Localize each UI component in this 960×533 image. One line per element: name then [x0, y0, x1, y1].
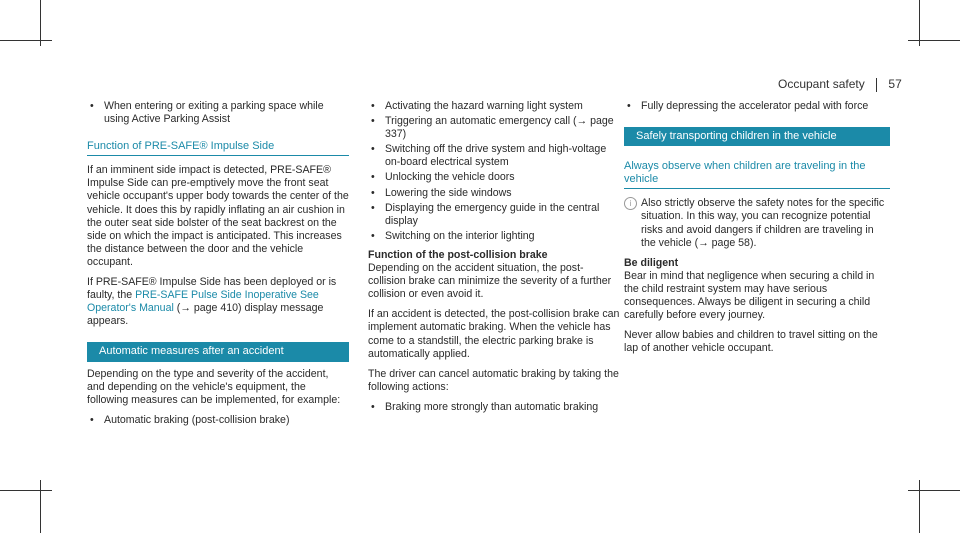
column-2	[368, 100, 620, 420]
crop-mark	[0, 40, 52, 41]
section-bar-heading: Safely transporting children in the vehicle	[624, 127, 890, 146]
list-item: • Lowering the side windows	[368, 187, 620, 200]
action-list	[368, 100, 620, 243]
section-bar-heading: Automatic measures after an accident	[87, 342, 349, 361]
section-title: Occupant safety	[778, 77, 865, 91]
paragraph: If an accident is detected, the post-collision brake can implement automatic braking. When the vehicle has come to a standstill, the electric parking brake is automatically applied.	[368, 308, 620, 360]
crop-mark	[0, 490, 52, 491]
list-item: • Triggering an automatic emergency call (→ page 337)	[368, 115, 620, 141]
crop-mark	[919, 480, 920, 533]
info-note: i Also strictly observe the safety notes for the specific situation. In this way, you can recognize potential risks and avoid dangers if children are traveling in the vehicle (→ page 58).	[624, 197, 890, 249]
section-heading: Function of PRE-SAFE® Impulse Side	[87, 140, 349, 156]
subheading: Be diligent	[624, 256, 679, 269]
list-item: • Switching on the interior lighting	[368, 230, 620, 243]
paragraph: Depending on the accident situation, the post-collision brake can minimize the severity of a further collision or even avoid it.	[368, 262, 612, 301]
column-3	[624, 100, 890, 362]
list-item: • Activating the hazard warning light system	[368, 100, 620, 113]
subheading: Function of the post-collision brake	[368, 248, 548, 261]
info-icon: i	[624, 197, 637, 210]
page-header	[778, 77, 902, 92]
list-item: • Displaying the emergency guide in the central display	[368, 202, 620, 228]
list-item: • Automatic braking (post-collision brake)	[87, 414, 349, 427]
crop-mark	[908, 40, 960, 41]
paragraph: Bear in mind that negligence when securing a child in the child restraint system may have serious consequences. Always be diligent in securing a child carefully before every journey.	[624, 269, 875, 322]
message-link[interactable]: PRE-SAFE Pulse Side Inoperative See Operator's Manual	[87, 289, 319, 315]
paragraph: If PRE-SAFE® Impulse Side has been deployed or is faulty, the PRE-SAFE Pulse Side Inoperative See Operator's Manual (→ page 410) display message appears.	[87, 276, 337, 328]
column-1	[87, 100, 349, 433]
crop-mark	[40, 480, 41, 533]
paragraph: Depending on the type and severity of the accident, and depending on the vehicle's equipment, the following measures can be implemented, for example:	[87, 367, 341, 406]
crop-mark	[908, 490, 960, 491]
list-item: • Fully depressing the accelerator pedal with force	[624, 100, 890, 113]
page-number: 57	[888, 77, 902, 91]
section-heading: Always observe when children are traveling in the vehicle	[624, 160, 890, 189]
list-item: • Switching off the drive system and high-voltage on-board electrical system	[368, 143, 620, 169]
paragraph: Never allow babies and children to travel sitting on the lap of another vehicle occupant.	[624, 329, 878, 355]
list-item: • Unlocking the vehicle doors	[368, 171, 620, 184]
paragraph: If an imminent side impact is detected, PRE-SAFE® Impulse Side can pre-emptively move the front seat vehicle occupant's upper body towards the center of the vehicle. It does this by rapidly inflating an air cushion in the outer seat side bolster of the seat backrest on the side on which the impact is anticipated. This increases the distance between the door and the vehicle occupant.	[87, 164, 349, 268]
list-item: • When entering or exiting a parking space while using Active Parking Assist	[87, 100, 349, 126]
paragraph: The driver can cancel automatic braking by taking the following actions:	[368, 367, 619, 393]
list-item: • Braking more strongly than automatic braking	[368, 401, 620, 414]
